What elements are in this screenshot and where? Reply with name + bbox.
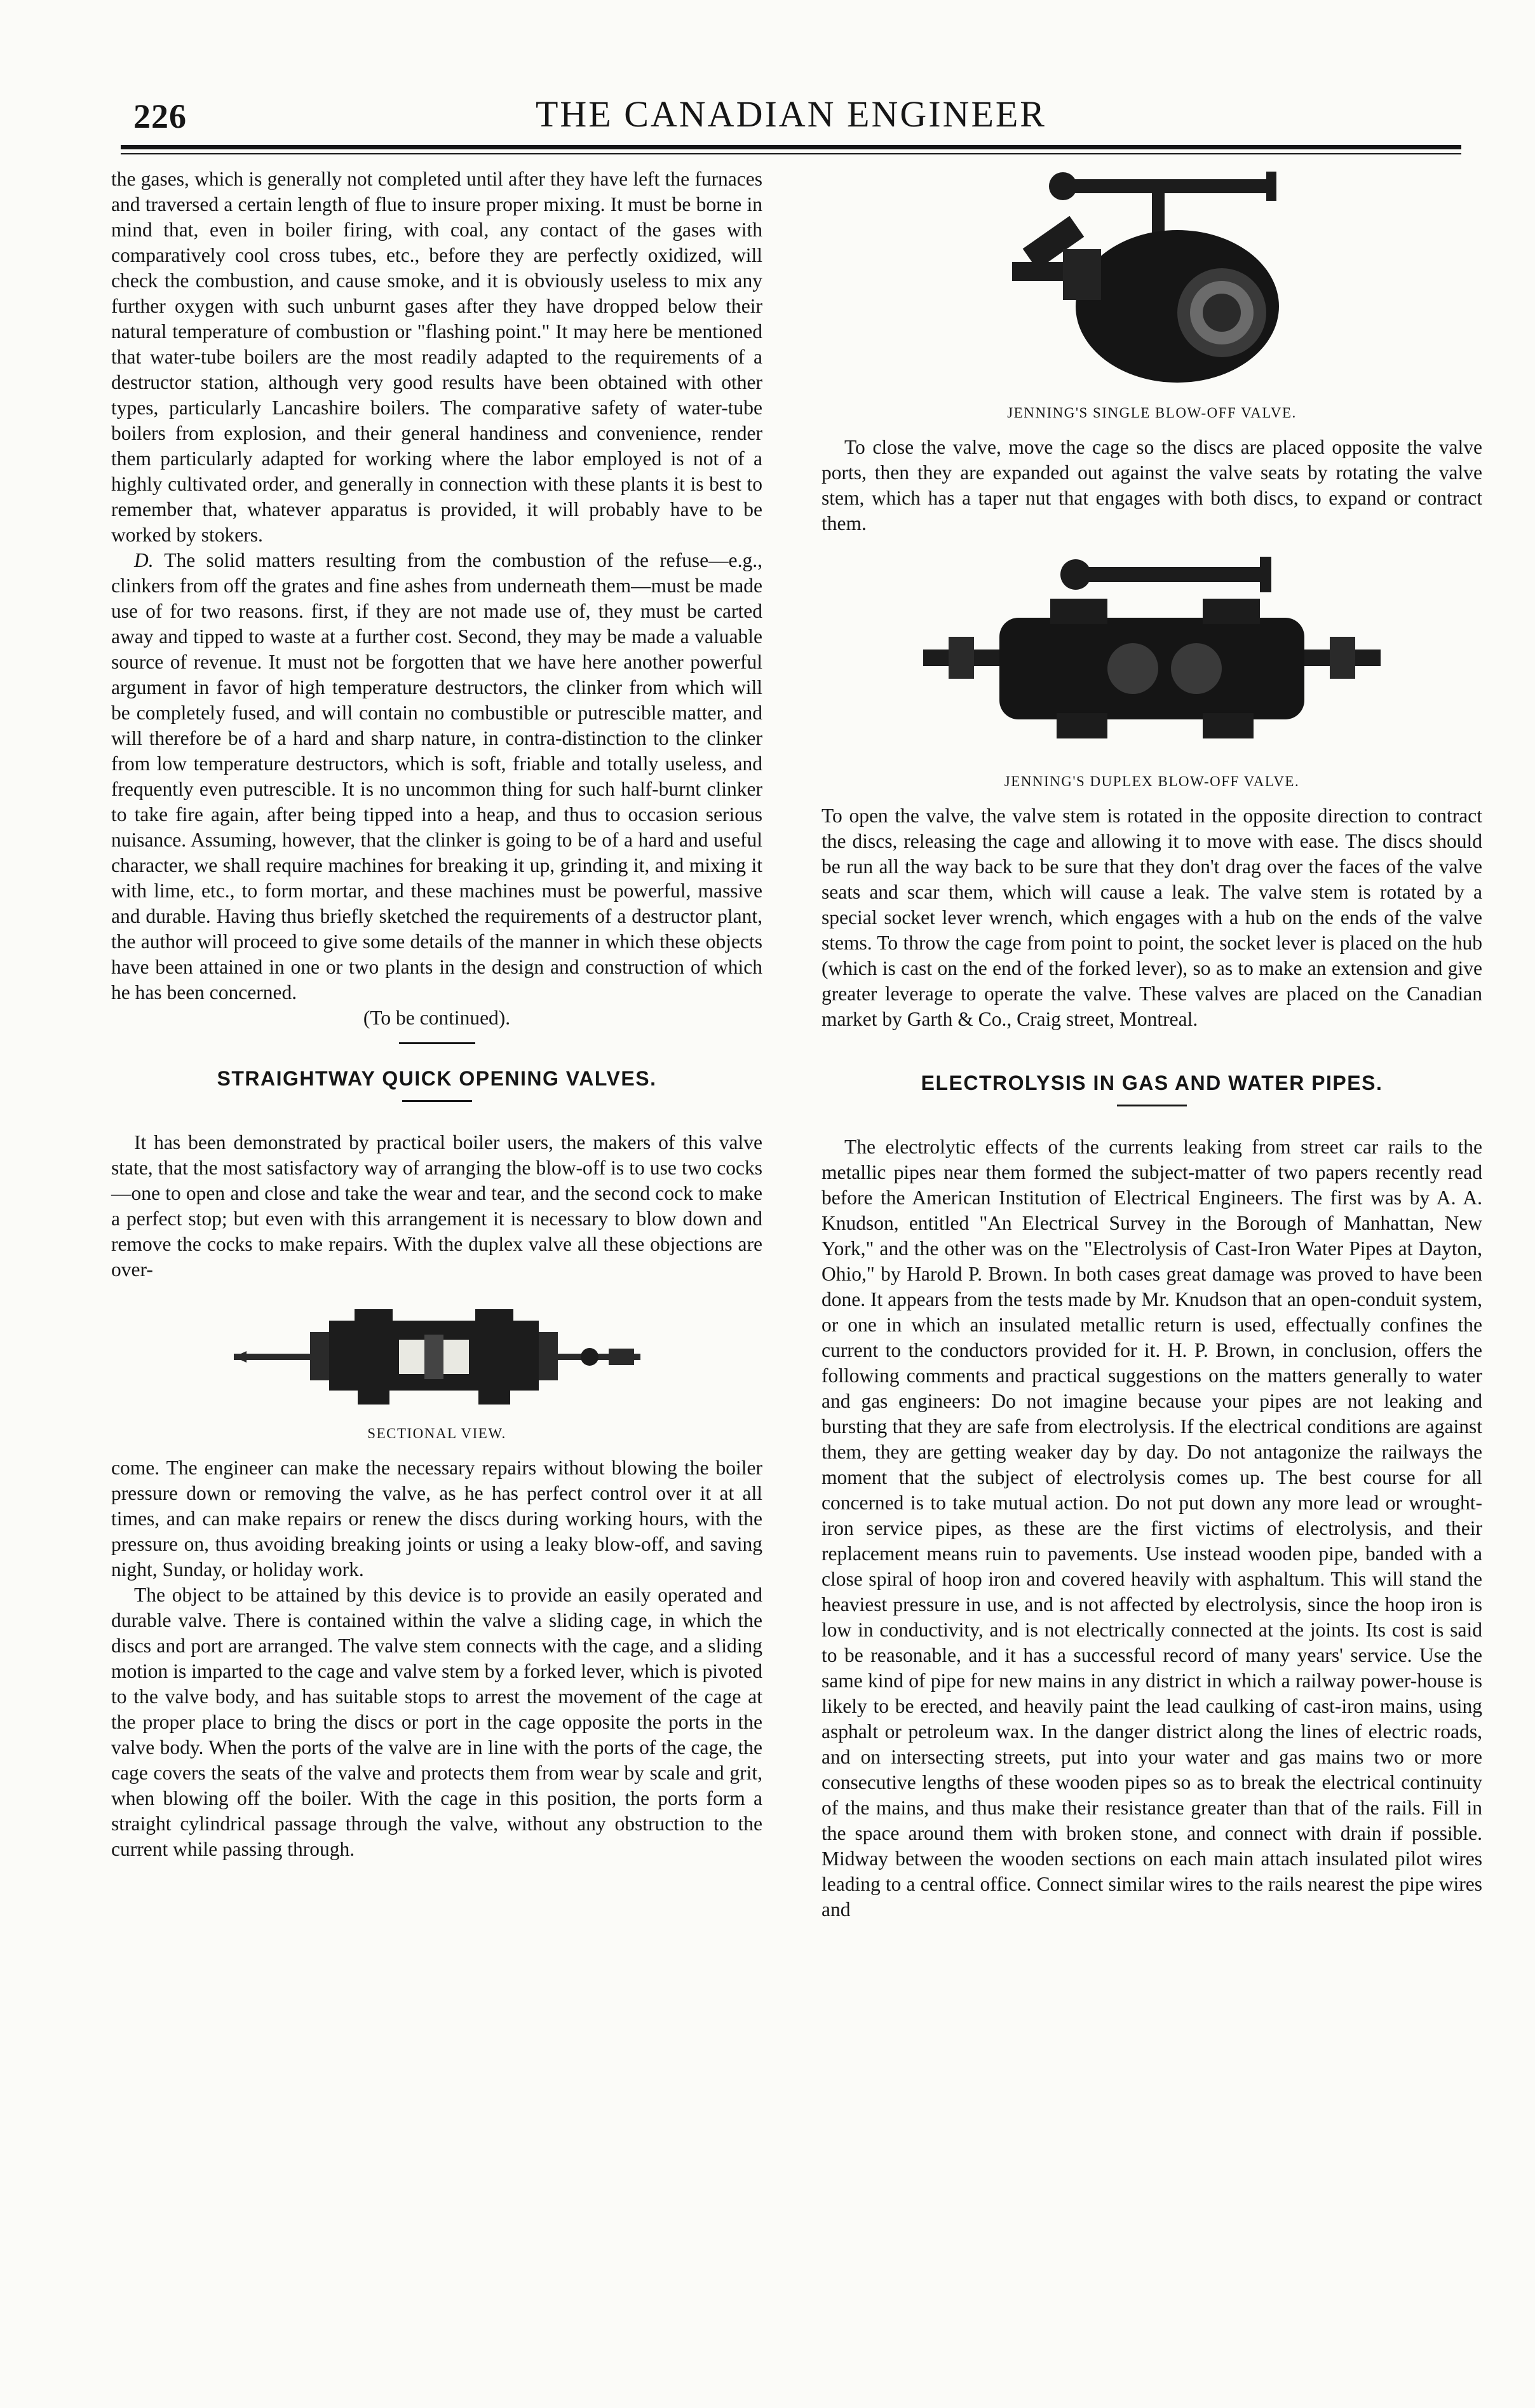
section-title-valves: STRAIGHTWAY QUICK OPENING VALVES. <box>217 1067 657 1090</box>
sectional-view-caption: SECTIONAL VIEW. <box>367 1425 506 1441</box>
duplex-valve-figure <box>822 548 1482 794</box>
left-paragraph-4: come. The engineer can make the necessary repairs without blowing the boiler pressure down or removing the valve, as he has perfect control over it at all times, and can make repairs or renew the discs during working hours, with the pressure on, thus avoiding breaking joints or using a leaky blow-off, and saving night, Sunday, or holiday work. <box>111 1457 762 1581</box>
section-title-rule <box>402 1100 472 1102</box>
sectional-view-figure <box>111 1295 762 1446</box>
electrolysis-title-rule <box>1117 1105 1187 1106</box>
left-paragraph-2-text: The solid matters resulting from the combustion of the refuse—e.g., clinkers from off the grates and fine ashes from underneath them—must be made use of for two reasons. first, if they are not made use of, they must be carted away and tipped to waste at a further cost. Second, they may be made a valuable source of revenue. It must not be forgotten that we have here another powerful argument in favor of high temperature destructors, the clinker from which will be completely fused, and will contain no combustible or putrescible matter, and will therefore be of a hard and sharp nature, in contra-distinction to the clinker from low temperature destructors, which is soft, friable and totally useless, and frequently even putrescible. It is no uncommon thing for such half-burnt clinker to take fire again, after being tipped into a heap, and thus to occasion serious nuisance. Assuming, however, that the clinker is going to be of a hard and useful character, we shall require machines for breaking it up, grinding it, and mixing it with lime, etc., to form mortar, and these machines must be powerful, massive and durable. Having thus briefly sketched the requirements of a destructor plant, the author will proceed to give some details of the manner in which these objects have been attained in one or two plants in the design and construction of which he has been concerned. <box>111 549 762 1003</box>
continued-note: (To be continued). <box>363 1007 511 1029</box>
left-column <box>111 167 762 1862</box>
duplex-valve-caption: JENNING'S DUPLEX BLOW-OFF VALVE. <box>1004 773 1300 789</box>
section-letter-d: D. <box>134 549 154 571</box>
left-paragraph-1: the gases, which is generally not completed until after they have left the furnaces and traversed a certain length of flue to insure proper mixing. It must be borne in mind that, even in boiler firing, with coal, any contact of the gases with comparatively cool cross tubes, etc., before they are perfectly oxidized, will check the combustion, and cause smoke, and it is obviously useless to mix any further oxygen with such unburnt gases after they have dropped below their natural temperature of combustion or "flashing point." It may here be mentioned that water-tube boilers are the most readily adapted to the requirements of a destructor station, although very good results have been obtained with other types, particularly Lancashire boilers. The comparative safety of water-tube boilers from explosion, and their general handiness and convenience, render them particularly adapted for working where the labor employed is not of a highly cultivated order, and generally in connection with these plants it is best to remember that, whatever apparatus is provided, it will probably have to be worked by stokers. <box>111 168 762 546</box>
section-title-electrolysis: ELECTROLYSIS IN GAS AND WATER PIPES. <box>921 1071 1383 1094</box>
journal-title: THE CANADIAN ENGINEER <box>535 93 1046 135</box>
header-rule-thick <box>121 145 1461 149</box>
duplex-valve-illustration <box>923 548 1381 764</box>
page-header <box>121 89 1461 146</box>
right-paragraph-1: To close the valve, move the cage so the discs are placed opposite the valve ports, then they are expanded out against the valve seats by rotating the valve stem, which has a taper nut that engages with both discs, to expand or contract them. <box>822 436 1482 534</box>
page-number: 226 <box>133 97 187 135</box>
single-valve-caption: JENNING'S SINGLE BLOW-OFF VALVE. <box>1007 405 1297 421</box>
left-paragraph-5: The object to be attained by this device is to provide an easily operated and durable valve. There is contained within the valve a sliding cage, in which the discs and port are arranged. The valve stem connects with the cage, and a sliding motion is imparted to the cage and valve stem by a forked lever, which is pivoted to the valve body, and has suitable stops to arrest the movement of the cage at the proper place to bring the discs or port in the cage opposite the ports in the valve body. When the ports of the valve are in line with the ports of the cage, the cage covers the seats of the valve and protects them from wear by scale and grit, when blowing off the boiler. With the cage in this position, the ports form a straight cylindrical passage through the valve, without any obstruction to the current while passing through. <box>111 1584 762 1860</box>
left-paragraph-2 <box>111 548 762 1005</box>
left-paragraph-3: It has been demonstrated by practical boiler users, the makers of this valve state, that the most satisfactory way of arranging the blow-off is to use two cocks—one to open and close and take the wear and tear, and the second cock to make a perfect stop; but even with this arrangement it is necessary to blow down and remove the cocks to make repairs. With the duplex valve all these objections are over- <box>111 1131 762 1281</box>
continued-rule <box>399 1042 475 1044</box>
right-column <box>822 167 1482 1922</box>
single-valve-illustration <box>987 167 1317 395</box>
right-paragraph-3: The electrolytic effects of the currents leaking from street car rails to the metallic pipes near them formed the subject-matter of two papers recently read before the American Institution of Electrical Engineers. The first was by A. A. Knudson, entitled "An Electrical Survey in the Borough of Manhattan, New York," and the other was on the "Electrolysis of Cast-Iron Water Pipes at Dayton, Ohio," by Harold P. Brown. In both cases great damage was proved to have been done. It appears from the tests made by Mr. Knudson that an open-conduit system, or one in which an insulated metallic return is used, effectually confines the current to the conductors provided for it. H. P. Brown, in conclusion, offers the following comments and practical suggestions on the matters generally to water and gas engineers: Do not imagine because your pipes are not leaking and bursting that they are safe from electrolysis. If the electrical conditions are against them, they are getting weaker day by day. Do not antagonize the railways the moment that the subject of electrolysis comes up. The best course for all concerned is to take mutual action. Do not put down any more lead or wrought-iron service pipes, as these are the first victims of electrolysis, and their replacement means ruin to pavements. Use instead wooden pipe, banded with a close spiral of hoop iron and covered heavily with asphaltum. This will stand the heaviest pressure in use, and is not affected by electrolysis, since the hoop iron is low in conductivity, and is not electrically connected at the joints. Its cost is said to be reasonable, and it has a successful record of many years' service. Use the same kind of pipe for new mains in any district in which a railway power-house is likely to be erected, and heavily paint the lead caulking of cast-iron mains, using asphalt or petroleum wax. In the danger district along the lines of electric roads, and on intersecting streets, put into your water and gas mains two or more consecutive lengths of these wooden pipes so as to break the electrical continuity of the mains, and thus make their resistance greater than that of the rails. Fill in the space around them with broken stone, and connect with drain if possible. Midway between the wooden sections on each main attach insulated pilot wires leading to a central office. Connect similar wires to the rails nearest the pipe wires and <box>822 1136 1482 1921</box>
right-paragraph-2: To open the valve, the valve stem is rotated in the opposite direction to contract the discs, releasing the cage and allowing it to move with ease. The discs should be run all the way back to be sure that they don't drag over the faces of the valve seats and scar them, which will cause a leak. The valve stem is rotated by a special socket lever wrench, which engages with a hub on the ends of the valve stems. To throw the cage from point to point, the socket lever is placed on the hub (which is cast on the end of the forked lever), so as to make an extension and give greater leverage to operate the valve. These valves are placed on the Canadian market by Garth & Co., Craig street, Montreal. <box>822 805 1482 1030</box>
header-rule-thin <box>121 153 1461 154</box>
single-valve-figure <box>822 167 1482 426</box>
sectional-valve-illustration <box>234 1295 640 1416</box>
